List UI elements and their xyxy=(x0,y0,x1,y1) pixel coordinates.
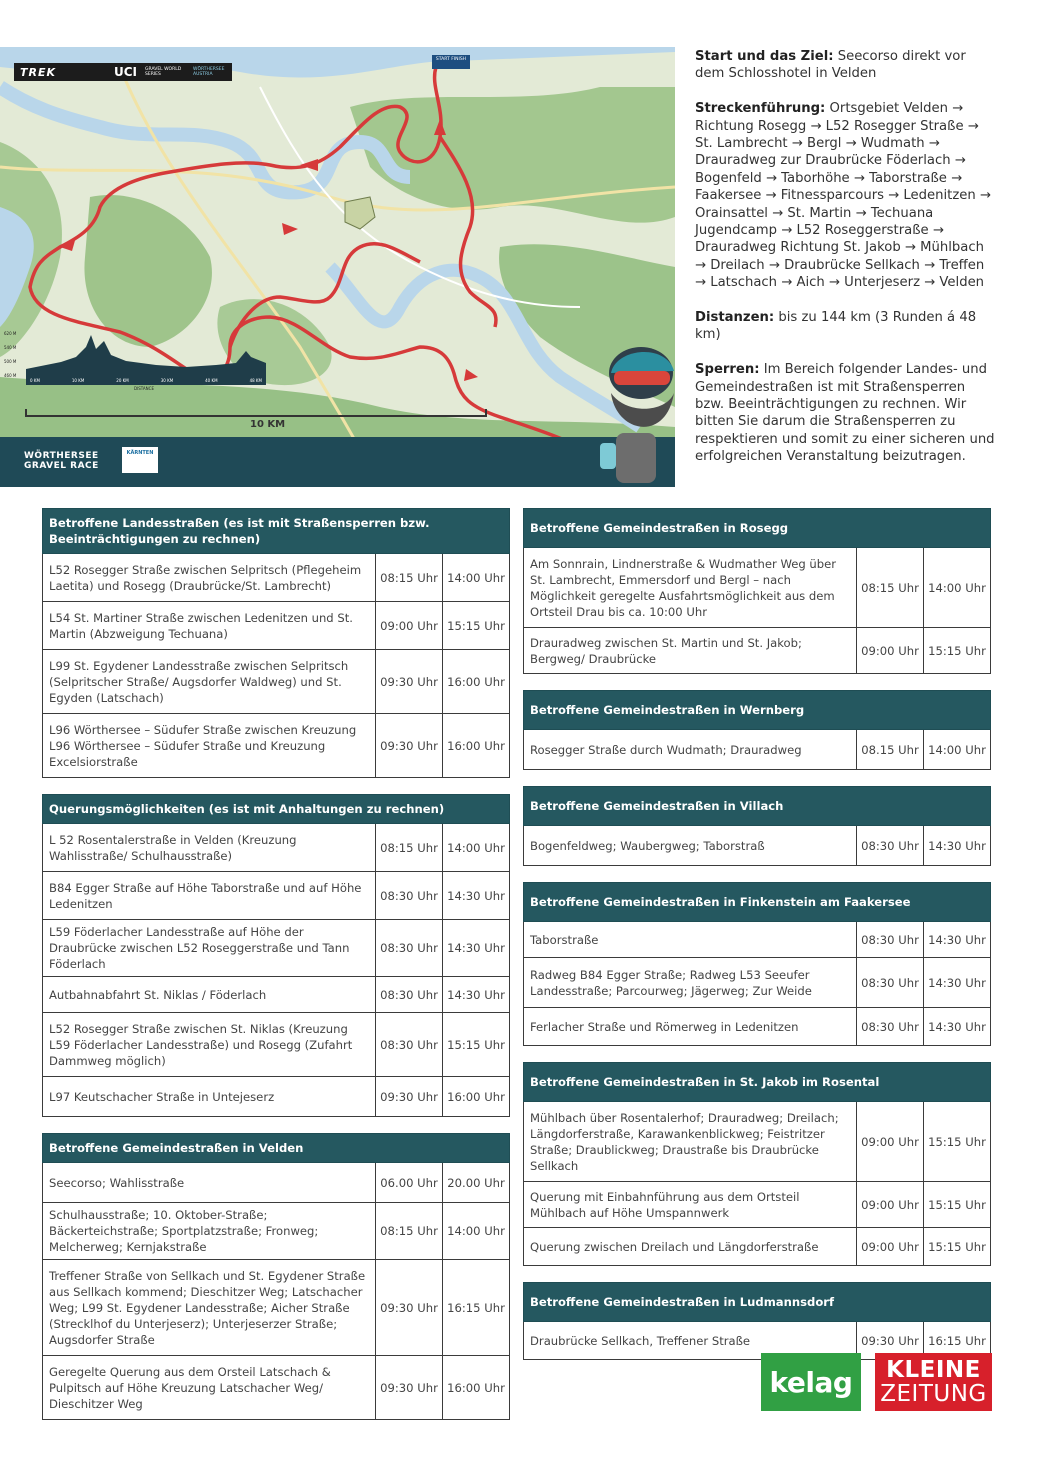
time-to: 14:30 Uhr xyxy=(443,872,510,920)
right-tables-column xyxy=(523,508,991,1376)
road-desc: L96 Wörthersee – Südufer Straße zwischen Kreuzung L96 Wörthersee – Südufer Straße und Kreuzung Excelsiorstraße xyxy=(43,714,376,778)
distance-info-label: Distanzen: xyxy=(695,310,775,326)
time-from: 08:15 Uhr xyxy=(376,1203,443,1260)
partner-logo xyxy=(122,447,158,473)
road-desc: Schulhausstraße; 10. Oktober-Straße; Bäckerteichstraße; Sportplatzstraße; Fronweg; Melcherweg; Kernjakstraße xyxy=(43,1203,376,1260)
elevation-profile xyxy=(4,327,266,395)
time-to: 16:00 Uhr xyxy=(443,1356,510,1420)
closure-table xyxy=(42,508,510,778)
time-from: 09:30 Uhr xyxy=(376,1356,443,1420)
elevation-x-tick: 30 KM xyxy=(160,378,174,383)
time-to: 16:00 Uhr xyxy=(443,714,510,778)
map-footer-band xyxy=(0,437,675,487)
race-logo xyxy=(24,451,99,471)
kleine-zeitung-logo xyxy=(875,1353,992,1411)
time-from: 09:00 Uhr xyxy=(857,1102,924,1182)
time-from: 08:30 Uhr xyxy=(376,1013,443,1077)
time-to: 16:15 Uhr xyxy=(924,1322,991,1360)
time-to: 14:00 Uhr xyxy=(924,548,991,628)
road-desc: L 52 Rosentalerstraße in Velden (Kreuzung Wahlisstraße/ Schulhausstraße) xyxy=(43,824,376,872)
route-info-label: Streckenführung: xyxy=(695,101,826,117)
table-row xyxy=(524,548,991,628)
trek-logo: TREK xyxy=(20,65,57,79)
start-info-text: Seecorso direkt vor dem Schlosshotel in Velden xyxy=(695,49,966,82)
table-title: Querungsmöglichkeiten (es ist mit Anhaltungen zu rechnen) xyxy=(43,795,510,824)
kleine-zeitung-line1: KLEINE xyxy=(886,1357,981,1383)
table-row xyxy=(43,872,510,920)
table-title: Betroffene Gemeindestraßen in St. Jakob im Rosental xyxy=(524,1063,991,1102)
table-row xyxy=(43,1260,510,1356)
table-title: Betroffene Gemeindestraßen in Rosegg xyxy=(524,509,991,548)
kelag-logo-text: kelag xyxy=(769,1365,853,1399)
time-from: 08:15 Uhr xyxy=(376,554,443,602)
kelag-logo xyxy=(761,1353,861,1411)
velden-table xyxy=(42,1133,510,1420)
table-row xyxy=(43,920,510,977)
road-desc: Rosegger Straße durch Wudmath; Drauradweg xyxy=(524,730,857,770)
time-to: 14:30 Uhr xyxy=(924,958,991,1008)
table-title: Betroffene Gemeindestraßen in Wernberg xyxy=(524,691,991,730)
rosegg-table xyxy=(523,508,991,674)
table-row xyxy=(43,602,510,650)
uci-logo: UCI xyxy=(114,65,138,79)
elevation-x-tick: 20 KM xyxy=(116,378,129,383)
time-from: 08.15 Uhr xyxy=(857,730,924,770)
road-desc: Radweg B84 Egger Straße; Radweg L53 Seeufer Landesstraße; Parcourweg; Jägerweg; Zur Weide xyxy=(524,958,857,1008)
route-info-text: Ortsgebiet Velden → Richtung Rosegg → L52 Rosegger Straße → St. Lambrecht → Bergl → Wudmath → Drauradweg zur Draubrücke Föderlach → Bogenfeld → Taborhöhe → Taborstraße → Faakersee → Fitnessparcours → Ledenitzen → Orainsattel → St. Martin → Techuana Jugendcamp → L52 Roseggerstraße → Drauradweg Richtung St. Jakob → Mühlbach → Dreilach → Draubrücke Sellkach → Treffen → Latschach → Aich → Unterjeserz → Velden xyxy=(695,101,991,291)
table-title: Betroffene Landesstraßen (es ist mit Straßensperren bzw. Beeinträchtigungen zu rechnen) xyxy=(43,509,510,554)
time-from: 08:30 Uhr xyxy=(376,977,443,1013)
time-from: 09:00 Uhr xyxy=(857,1228,924,1266)
elevation-y-tick: 460 M xyxy=(4,373,17,378)
elevation-chart xyxy=(26,327,266,377)
road-desc: Bogenfeldweg; Waubergweg; Taborstraß xyxy=(524,826,857,866)
closure-info-text: Im Bereich folgender Landes- und Gemeindestraßen ist mit Straßensperren bzw. Beeinträchtigungen zu rechnen. Wir bitten Sie darum die Straßensperren zu respektieren und somit zu einer sicheren und erfolgreichen Veranstaltung beizutragen. xyxy=(695,362,995,465)
wernberg-table xyxy=(523,690,991,770)
route-map-graphic xyxy=(0,47,675,487)
race-logo-line1: WÖRTHERSEE xyxy=(24,451,99,461)
road-desc: L52 Rosegger Straße zwischen St. Niklas (Kreuzung L59 Föderlacher Landesstraße) und Rosegg (Zufahrt Dammweg möglich) xyxy=(43,1013,376,1077)
elevation-x-tick: 48 KM xyxy=(249,378,262,383)
mascot-illustration xyxy=(596,333,675,483)
scale-label: 10 KM xyxy=(250,419,286,430)
road-desc: Drauradweg zwischen St. Martin und St. Jakob; Bergweg/ Draubrücke xyxy=(524,628,857,674)
kleine-zeitung-line2: ZEITUNG xyxy=(880,1381,987,1407)
table-row xyxy=(524,826,991,866)
elevation-y-tick: 620 M xyxy=(4,331,17,336)
time-to: 15:15 Uhr xyxy=(924,628,991,674)
time-to: 14:30 Uhr xyxy=(924,1008,991,1046)
time-to: 16:15 Uhr xyxy=(443,1260,510,1356)
time-to: 20.00 Uhr xyxy=(443,1163,510,1203)
left-tables-column xyxy=(42,508,510,1436)
time-to: 14:30 Uhr xyxy=(443,977,510,1013)
uci-sub-label: WÖRTHERSEE AUSTRIA xyxy=(193,67,225,77)
road-desc: Autbahnabfahrt St. Niklas / Föderlach xyxy=(43,977,376,1013)
road-desc: Taborstraße xyxy=(524,922,857,958)
time-from: 09:00 Uhr xyxy=(376,602,443,650)
road-desc: L59 Föderlacher Landesstraße auf Höhe der Draubrücke zwischen L52 Roseggerstraße und Tann Föderlach xyxy=(43,920,376,977)
time-from: 08:30 Uhr xyxy=(376,872,443,920)
route-map xyxy=(0,47,675,487)
closure-info xyxy=(695,361,995,465)
time-from: 08:30 Uhr xyxy=(857,1008,924,1046)
time-to: 14:30 Uhr xyxy=(924,922,991,958)
table-title: Betroffene Gemeindestraßen in Villach xyxy=(524,787,991,826)
time-from: 08:30 Uhr xyxy=(857,922,924,958)
time-to: 14:00 Uhr xyxy=(924,730,991,770)
elevation-y-tick: 500 M xyxy=(4,359,17,364)
start-info-label: Start und das Ziel: xyxy=(695,49,834,64)
road-desc: L97 Keutschacher Straße in Untejeserz xyxy=(43,1077,376,1117)
road-desc: B84 Egger Straße auf Höhe Taborstraße und auf Höhe Ledenitzen xyxy=(43,872,376,920)
time-from: 08:30 Uhr xyxy=(376,920,443,977)
time-to: 14:30 Uhr xyxy=(443,920,510,977)
road-desc: Querung zwischen Dreilach und Längdorferstraße xyxy=(524,1228,857,1266)
table-row xyxy=(524,1228,991,1266)
time-from: 09:30 Uhr xyxy=(857,1322,924,1360)
table-row xyxy=(43,650,510,714)
table-row xyxy=(43,714,510,778)
time-to: 14:00 Uhr xyxy=(443,1203,510,1260)
road-desc: Seecorso; Wahlisstraße xyxy=(43,1163,376,1203)
time-from: 09:30 Uhr xyxy=(376,650,443,714)
time-to: 15:15 Uhr xyxy=(924,1182,991,1228)
table-row xyxy=(43,1077,510,1117)
road-desc: Draubrücke Sellkach, Treffener Straße xyxy=(524,1322,857,1360)
event-info xyxy=(695,48,995,483)
time-from: 08:30 Uhr xyxy=(857,826,924,866)
table-row xyxy=(43,977,510,1013)
table-row xyxy=(524,628,991,674)
uci-series-label: GRAVEL WORLD SERIES xyxy=(145,67,182,77)
time-to: 14:30 Uhr xyxy=(924,826,991,866)
crossing-table xyxy=(42,794,510,1117)
road-desc: Querung mit Einbahnführung aus dem Ortsteil Mühlbach auf Höhe Umspannwerk xyxy=(524,1182,857,1228)
route-info xyxy=(695,100,995,291)
table-title: Betroffene Gemeindestraßen in Velden xyxy=(43,1134,510,1163)
elevation-y-tick: 540 M xyxy=(4,345,17,350)
table-row xyxy=(524,958,991,1008)
start-finish-marker xyxy=(432,55,470,69)
time-to: 15:15 Uhr xyxy=(924,1102,991,1182)
table-row xyxy=(43,1356,510,1420)
scale-bar xyxy=(25,409,487,417)
table-row xyxy=(43,1163,510,1203)
table-row xyxy=(43,1013,510,1077)
time-to: 15:15 Uhr xyxy=(443,1013,510,1077)
time-from: 08:15 Uhr xyxy=(857,548,924,628)
time-from: 09:30 Uhr xyxy=(376,714,443,778)
road-desc: Geregelte Querung aus dem Orsteil Latschach & Pulpitsch auf Höhe Kreuzung Latschacher Weg/ Dieschitzer Weg xyxy=(43,1356,376,1420)
time-to: 14:00 Uhr xyxy=(443,824,510,872)
partner-logo-label: KÄRNTEN xyxy=(126,450,154,456)
road-desc: Treffener Straße von Sellkach und St. Egydener Straße aus Sellkach kommend; Dieschitzer Weg; Latschacher Weg; L99 St. Egydener Landesstraße; Aicher Straße (Strecklhof du Unterjeserz); Unterjeserzer Straße; Augsdorfer Straße xyxy=(43,1260,376,1356)
time-from: 08:30 Uhr xyxy=(857,958,924,1008)
table-title: Betroffene Gemeindestraßen in Finkenstein am Faakersee xyxy=(524,883,991,922)
table-row xyxy=(43,1203,510,1260)
time-from: 09:30 Uhr xyxy=(376,1077,443,1117)
closure-info-label: Sperren: xyxy=(695,362,760,378)
road-desc: L99 St. Egydener Landesstraße zwischen Selpritsch (Selpritscher Straße/ Augsdorfer Waldweg) und St. Egyden (Latschach) xyxy=(43,650,376,714)
time-to: 16:00 Uhr xyxy=(443,650,510,714)
elevation-x-axis xyxy=(26,377,266,385)
table-row xyxy=(43,554,510,602)
start-info xyxy=(695,48,995,83)
table-row xyxy=(524,1102,991,1182)
elevation-x-label: DISTANCE xyxy=(134,386,154,391)
distance-info xyxy=(695,309,995,344)
table-row xyxy=(524,922,991,958)
elevation-x-tick: 10 KM xyxy=(71,378,85,383)
villach-table xyxy=(523,786,991,866)
time-from: 09:00 Uhr xyxy=(857,1182,924,1228)
road-desc: Am Sonnrain, Lindnerstraße & Wudmather Weg über St. Lambrecht, Emmersdorf und Bergl – nach Möglichkeit geregelte Ausfahrtsmöglichkeit aus dem Ortsteil Drau bis ca. 10:00 Uhr xyxy=(524,548,857,628)
elevation-x-tick: 0 KM xyxy=(30,378,40,383)
time-from: 08:15 Uhr xyxy=(376,824,443,872)
table-row xyxy=(524,1008,991,1046)
finkenstein-table xyxy=(523,882,991,1046)
time-from: 09:00 Uhr xyxy=(857,628,924,674)
road-desc: L52 Rosegger Straße zwischen Selpritsch (Pflegeheim Laetita) und Rosegg (Draubrücke/St. Lambrecht) xyxy=(43,554,376,602)
time-to: 15:15 Uhr xyxy=(924,1228,991,1266)
ludmannsdorf-table xyxy=(523,1282,991,1360)
table-row xyxy=(524,730,991,770)
elevation-y-ticks xyxy=(4,327,24,383)
road-desc: L54 St. Martiner Straße zwischen Ledenitzen und St. Martin (Abzweigung Techuana) xyxy=(43,602,376,650)
time-to: 14:00 Uhr xyxy=(443,554,510,602)
time-to: 15:15 Uhr xyxy=(443,602,510,650)
table-row xyxy=(524,1182,991,1228)
time-from: 09:30 Uhr xyxy=(376,1260,443,1356)
st-jakob-table xyxy=(523,1062,991,1266)
sponsor-logo-bar xyxy=(14,63,232,81)
road-desc: Ferlacher Straße und Römerweg in Ledenitzen xyxy=(524,1008,857,1046)
road-desc: Mühlbach über Rosentalerhof; Drauradweg; Dreilach; Längdorferstraße, Karawankenblickweg; Feistritzer Straße; Draublickweg; Draustraße bis Draubrücke Sellkach xyxy=(524,1102,857,1182)
time-to: 16:00 Uhr xyxy=(443,1077,510,1117)
race-logo-line2: GRAVEL RACE xyxy=(24,461,99,471)
table-title: Betroffene Gemeindestraßen in Ludmannsdorf xyxy=(524,1283,991,1322)
table-row xyxy=(43,824,510,872)
elevation-x-tick: 40 KM xyxy=(205,378,218,383)
start-finish-label: START FINISH xyxy=(435,57,467,62)
time-from: 06.00 Uhr xyxy=(376,1163,443,1203)
distance-info-text: bis zu 144 km (3 Runden á 48 km) xyxy=(695,310,977,343)
